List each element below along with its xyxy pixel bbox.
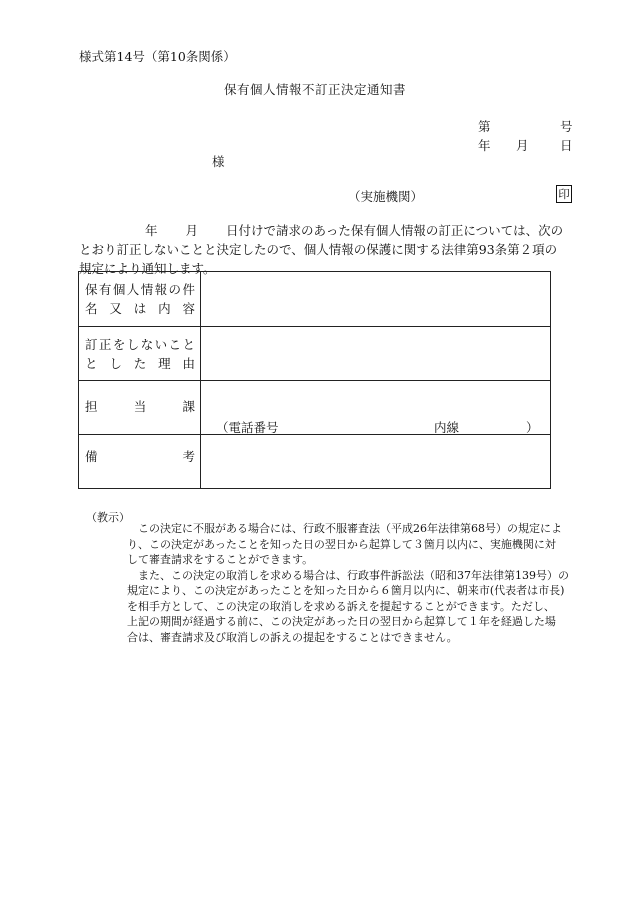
form-number: 様式第14号（第10条関係） [79,49,236,64]
extension-label: 内線 [434,420,460,435]
remarks-value-cell [201,435,551,489]
notice-body [79,221,581,278]
table-row-department [79,381,551,435]
phone-number-label: （電話番号 [216,420,279,435]
number-prefix: 第 [478,119,491,134]
table-row-remarks [79,435,551,489]
instruction-line: して審査請求をすることができます。 [127,553,314,566]
department-value-cell [201,381,551,435]
instruction-line: また、この決定の取消しを求める場合は、行政事件訴訟法（昭和37年法律第139号）の [127,568,569,582]
body-line-1: 年 月 日付けで請求のあった保有個人情報の訂正については、次の [145,223,564,238]
instruction-line: 合は、審査請求及び取消しの訴えの提起をすることはできません。 [127,630,458,644]
table-row-reason [79,327,551,381]
body-line-2: とおり訂正しないことと決定したので、個人情報の保護に関する法律第93条第２項の [79,242,558,257]
remarks-label: 備 考 [79,435,201,489]
subject-label: 保有個人情報の件 名 又 は 内 容 [79,272,201,327]
date-day: 日 [560,138,573,153]
seal-stamp: 印 [556,185,572,203]
subject-value-cell [201,272,551,327]
reason-label: 訂正をしないこと と し た 理 由 [79,327,201,381]
department-label: 担 当 課 [79,381,201,435]
instruction-line: 上記の期間が経過する前に、この決定があった日の翌日から起算して１年を経過した場 [127,615,556,628]
table-row-subject [79,272,551,327]
issuing-agency: （実施機関） [348,189,424,204]
instruction-line: 規定により、この決定があったことを知った日から６箇月以内に、朝来市(代表者は市長) [127,584,565,597]
number-suffix: 号 [560,119,573,134]
phone-close-paren: ） [526,420,539,435]
instruction-text [127,521,587,645]
instruction-line: り、この決定があったことを知った日の翌日から起算して３箇月以内に、実施機関に対 [127,537,556,551]
date-month: 月 [516,138,529,153]
decision-table [78,271,551,489]
instruction-line: を相手方として、この決定の取消しを求める訴えを提起することができます。ただし、 [127,599,555,613]
instruction-line: この決定に不服がある場合には、行政不服審査法（平成26年法律第68号）の規定によ [127,522,562,535]
body-line-3: 規定により通知します。 [79,261,216,276]
date-year: 年 [478,138,491,153]
addressee-honorific: 様 [212,154,225,169]
instruction-label: （教示） [86,511,130,524]
document-title: 保有個人情報不訂正決定通知書 [223,82,406,97]
reason-value-cell [201,327,551,381]
